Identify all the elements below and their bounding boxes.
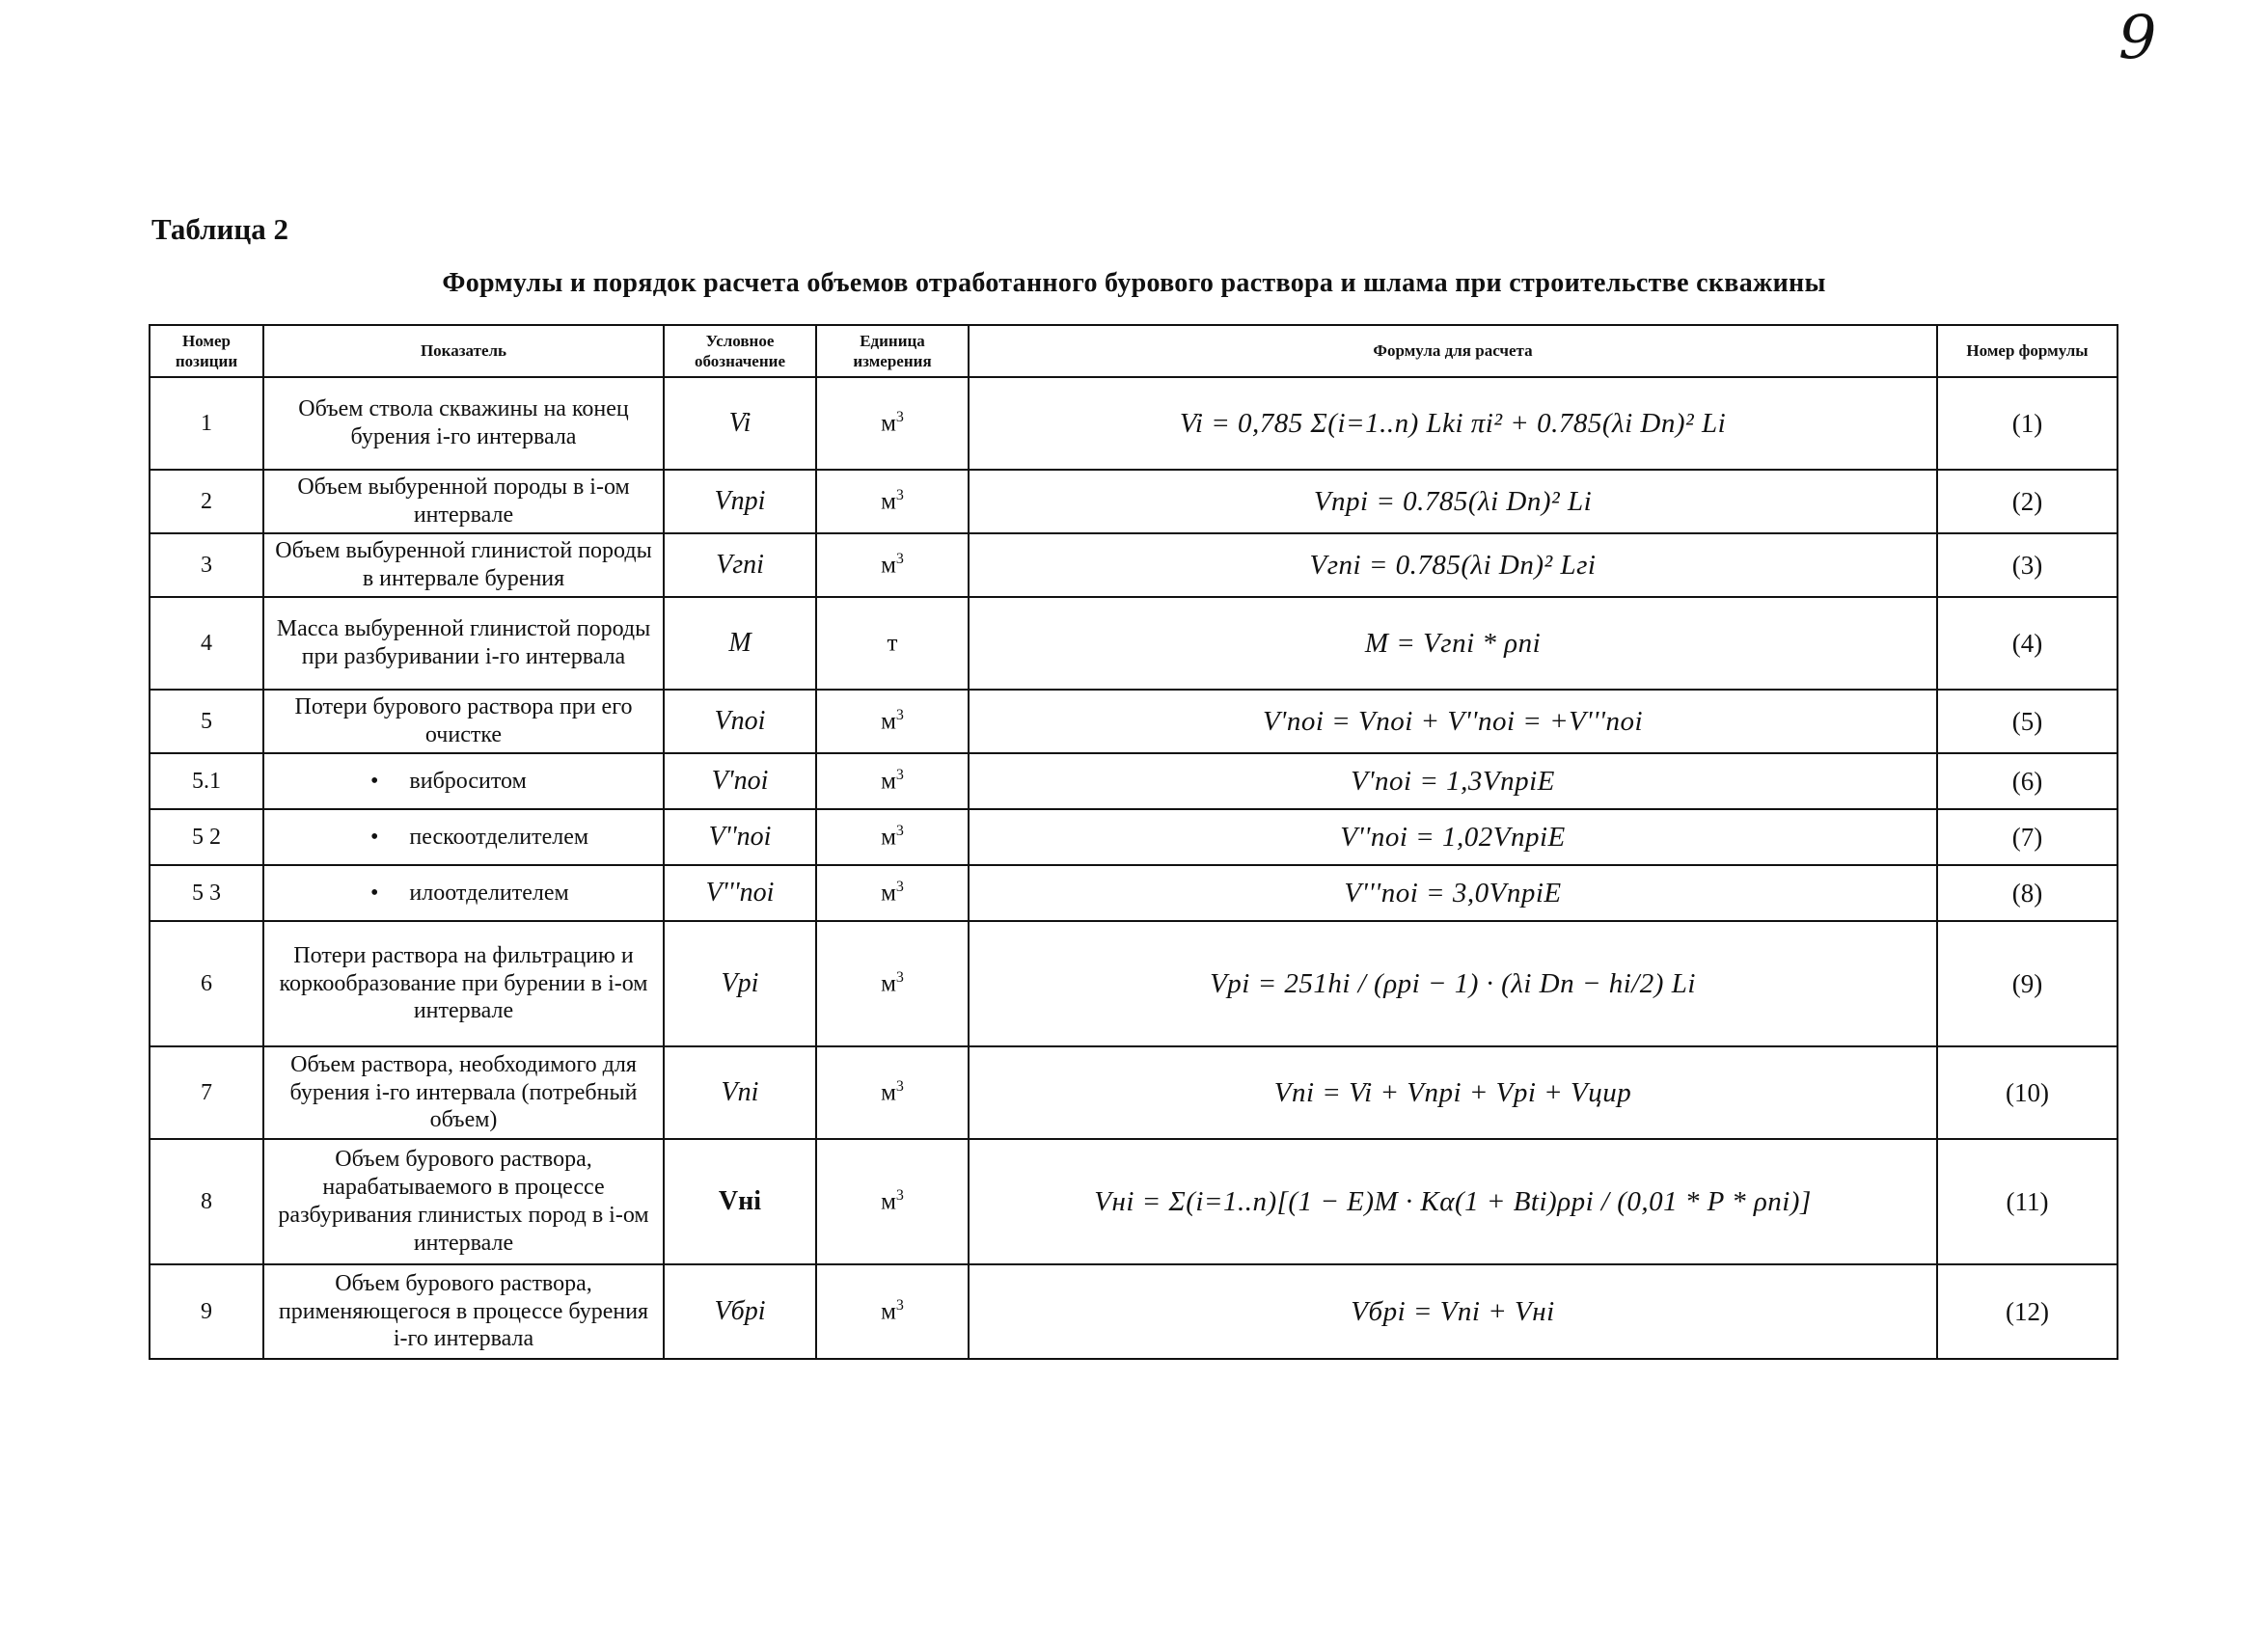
unit-cell [816,690,969,753]
indicator-text: пескоотделителем [409,824,589,850]
unit-exponent: 3 [895,1297,904,1315]
formula-cell: Vпрi = 0.785(λi Dп)² Li [969,470,1937,533]
unit-exponent: 3 [895,767,904,784]
formula-cell: Vрi = 251hi / (ρрi − 1) · (λi Dп − hi/2) Li [969,921,1937,1046]
unit-exponent: 3 [895,879,904,896]
indicator-text: виброситом [409,768,527,794]
symbol-cell: Vрi [664,921,816,1046]
unit-exponent: 3 [895,409,904,426]
symbol-cell: V''поi [664,809,816,865]
table-row [150,533,2118,597]
formula-cell: Vпi = Vi + Vпрi + Vрi + Vцир [969,1046,1937,1139]
table-row [150,921,2118,1046]
formula-number-cell: (9) [1937,921,2118,1046]
position-cell: 5 2 [150,809,263,865]
header-formula-number: Номер формулы [1937,325,2118,377]
formula-cell: Vбрi = Vпi + Vнi [969,1264,1937,1359]
indicator-cell [263,1046,664,1139]
symbol-cell: Vi [664,377,816,470]
symbol-cell: V'поi [664,753,816,809]
symbol-cell: Vпоi [664,690,816,753]
indicator-cell [263,809,664,865]
table-header-row [150,325,2118,377]
indicator-cell [263,921,664,1046]
unit-text: м [881,768,896,795]
header-position: Номер позиции [150,325,263,377]
indicator-text: Объем выбуренной глинистой породы в интервале бурения [275,538,652,591]
unit-cell [816,753,969,809]
indicator-text: Объем бурового раствора, применяющегося в процессе бурения i-го интервала [278,1270,649,1352]
indicator-text: Масса выбуренной глинистой породы при разбуривании i-го интервала [276,616,651,669]
header-unit: Единица измерения [816,325,969,377]
formula-number-cell: (6) [1937,753,2118,809]
unit-cell [816,865,969,921]
table-body [150,377,2118,1359]
unit-exponent: 3 [895,1078,904,1096]
table-row [150,865,2118,921]
formula-table [149,324,2118,1360]
indicator-cell [263,865,664,921]
table-row [150,1046,2118,1139]
indicator-cell [263,690,664,753]
indicator-text: Объем раствора, необходимого для бурения i-го интервала (потребный объем) [289,1051,638,1133]
unit-text: м [881,970,896,997]
unit-cell [816,921,969,1046]
unit-cell [816,470,969,533]
formula-number-cell: (11) [1937,1139,2118,1264]
formula-number-cell: (2) [1937,470,2118,533]
bullet-icon: • [370,824,379,850]
formula-number-cell: (7) [1937,809,2118,865]
unit-exponent: 3 [895,551,904,568]
formula-number-cell: (8) [1937,865,2118,921]
unit-text: м [881,1079,896,1106]
formula-cell: Vгпi = 0.785(λi Dп)² Lгi [969,533,1937,597]
unit-cell [816,597,969,690]
bullet-icon: • [370,768,379,794]
bullet-icon: • [370,880,379,906]
header-formula: Формула для расчета [969,325,1937,377]
table-title: Формулы и порядок расчета объемов отработанного бурового раствора и шлама при строительстве скважины [442,268,1826,298]
formula-cell: V''поi = 1,02VпрiE [969,809,1937,865]
indicator-text: Объем бурового раствора, нарабатываемого в процессе разбуривания глинистых пород в i-ом интервале [278,1147,649,1256]
unit-cell [816,809,969,865]
formula-cell: V'''поi = 3,0VпрiE [969,865,1937,921]
indicator-cell [263,597,664,690]
formula-number-cell: (5) [1937,690,2118,753]
unit-exponent: 3 [895,1187,904,1205]
table-row [150,1264,2118,1359]
unit-exponent: 3 [895,707,904,724]
position-cell: 8 [150,1139,263,1264]
page-number: 9 [2118,2,2157,72]
symbol-cell: Vпi [664,1046,816,1139]
symbol-cell: Vбрi [664,1264,816,1359]
unit-text: т [887,630,898,657]
unit-exponent: 3 [895,969,904,987]
indicator-cell [263,753,664,809]
position-cell: 7 [150,1046,263,1139]
unit-text: м [881,1298,896,1325]
unit-text: м [881,410,896,437]
unit-text: м [881,552,896,579]
table-row [150,597,2118,690]
formula-number-cell: (3) [1937,533,2118,597]
formula-number-cell: (4) [1937,597,2118,690]
symbol-cell: Vнi [664,1139,816,1264]
indicator-cell [263,1139,664,1264]
indicator-text: илоотделителем [409,880,569,906]
unit-cell [816,377,969,470]
unit-cell [816,533,969,597]
symbol-cell: M [664,597,816,690]
position-cell: 5.1 [150,753,263,809]
unit-cell [816,1046,969,1139]
formula-cell: V'поi = 1,3VпрiE [969,753,1937,809]
table-row [150,470,2118,533]
table-row [150,753,2118,809]
table-label: Таблица 2 [151,212,288,246]
unit-cell [816,1264,969,1359]
indicator-text: Объем выбуренной породы в i-ом интервале [297,475,630,528]
position-cell: 5 3 [150,865,263,921]
unit-exponent: 3 [895,823,904,840]
formula-number-cell: (10) [1937,1046,2118,1139]
header-symbol: Условное обозначение [664,325,816,377]
formula-cell: M = Vгпi * ρпi [969,597,1937,690]
position-cell: 5 [150,690,263,753]
position-cell: 9 [150,1264,263,1359]
position-cell: 2 [150,470,263,533]
symbol-cell: Vгпi [664,533,816,597]
position-cell: 3 [150,533,263,597]
table-row [150,377,2118,470]
header-indicator: Показатель [263,325,664,377]
symbol-cell: Vпрi [664,470,816,533]
indicator-cell [263,1264,664,1359]
indicator-cell [263,470,664,533]
formula-cell: V'поi = Vпоi + V''поi = +V'''поi [969,690,1937,753]
unit-text: м [881,824,896,851]
position-cell: 6 [150,921,263,1046]
unit-cell [816,1139,969,1264]
indicator-cell [263,377,664,470]
formula-number-cell: (12) [1937,1264,2118,1359]
formula-number-cell: (1) [1937,377,2118,470]
indicator-text: Объем ствола скважины на конец бурения i-го интервала [298,396,629,449]
symbol-cell: V'''поi [664,865,816,921]
indicator-text: Потери раствора на фильтрацию и коркообразование при бурении в i-ом интервале [279,942,648,1024]
unit-exponent: 3 [895,487,904,504]
unit-text: м [881,708,896,735]
table-row [150,809,2118,865]
formula-cell: Vi = 0,785 Σ(i=1..n) Lki πi² + 0.785(λi Dп)² Li [969,377,1937,470]
position-cell: 4 [150,597,263,690]
unit-text: м [881,488,896,515]
position-cell: 1 [150,377,263,470]
unit-text: м [881,880,896,907]
unit-text: м [881,1188,896,1215]
formula-cell: Vнi = Σ(i=1..n)[(1 − E)M · Kα(1 + Bti)ρрi / (0,01 * P * ρпi)] [969,1139,1937,1264]
indicator-text: Потери бурового раствора при его очистке [294,694,633,747]
table-row [150,1139,2118,1264]
indicator-cell [263,533,664,597]
table-row [150,690,2118,753]
